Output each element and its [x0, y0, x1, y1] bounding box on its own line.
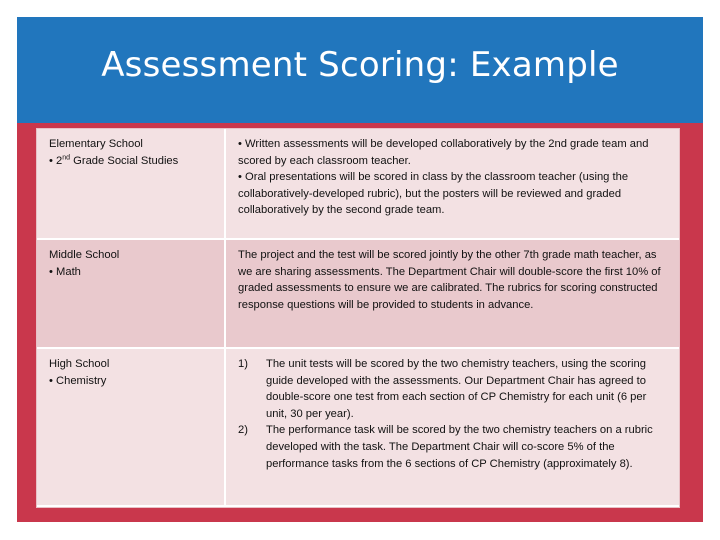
list-text: The performance task will be scored by the two chemistry teachers on a rubric developed with the task. The Department Chair will co-score 5% of the performance tasks from the 6 sections of CP Chemistry (approximately 8).: [266, 424, 653, 470]
numbered-list: [238, 356, 669, 472]
description-cell-high: [225, 348, 679, 506]
list-text: The unit tests will be scored by the two chemistry teachers, using the scoring guide developed with the assessments. Our Department Chair has agreed to double-score one test from each section of CP Chemistry for each unit (6 per unit, 30 per year).: [266, 358, 647, 420]
table-row-high: [37, 348, 679, 506]
level-label: Middle School: [49, 249, 120, 261]
description-cell-middle: [225, 239, 679, 348]
description-cell-elementary: [225, 129, 679, 239]
subject-label: • Chemistry: [49, 374, 107, 387]
level-label: Elementary School: [49, 138, 143, 150]
list-item: [238, 356, 669, 422]
list-number: 2): [238, 424, 248, 437]
subject-label: • 2nd Grade Social Studies: [49, 153, 179, 167]
list-item: [238, 422, 669, 472]
slide-title: Assessment Scoring: Example: [101, 45, 619, 85]
description-text: The project and the test will be scored jointly by the other 7th grade math teacher, as we are sharing assessments. The Department Chair will double-score the first 10% of graded assessments to ensure we are calibrated. The rubrics for scoring constructed response questions will be provided to students in advance.: [238, 249, 661, 311]
level-cell-middle: [37, 239, 225, 348]
table-row-middle: [37, 239, 679, 348]
description-line: • Written assessments will be developed collaboratively by the 2nd grade team and scored by each classroom teacher.: [238, 138, 649, 167]
level-label: High School: [49, 358, 110, 370]
scoring-table: [36, 128, 680, 508]
list-number: 1): [238, 358, 248, 370]
title-bar: [17, 17, 703, 123]
level-cell-elementary: [37, 129, 225, 239]
subject-label: • Math: [49, 265, 81, 278]
table-row-elementary: [37, 129, 679, 239]
description-line: • Oral presentations will be scored in class by the classroom teacher (using the collaboratively-developed rubric), but the posters will be reviewed and graded collaboratively by the second grade team.: [238, 171, 629, 217]
level-cell-high: [37, 348, 225, 506]
